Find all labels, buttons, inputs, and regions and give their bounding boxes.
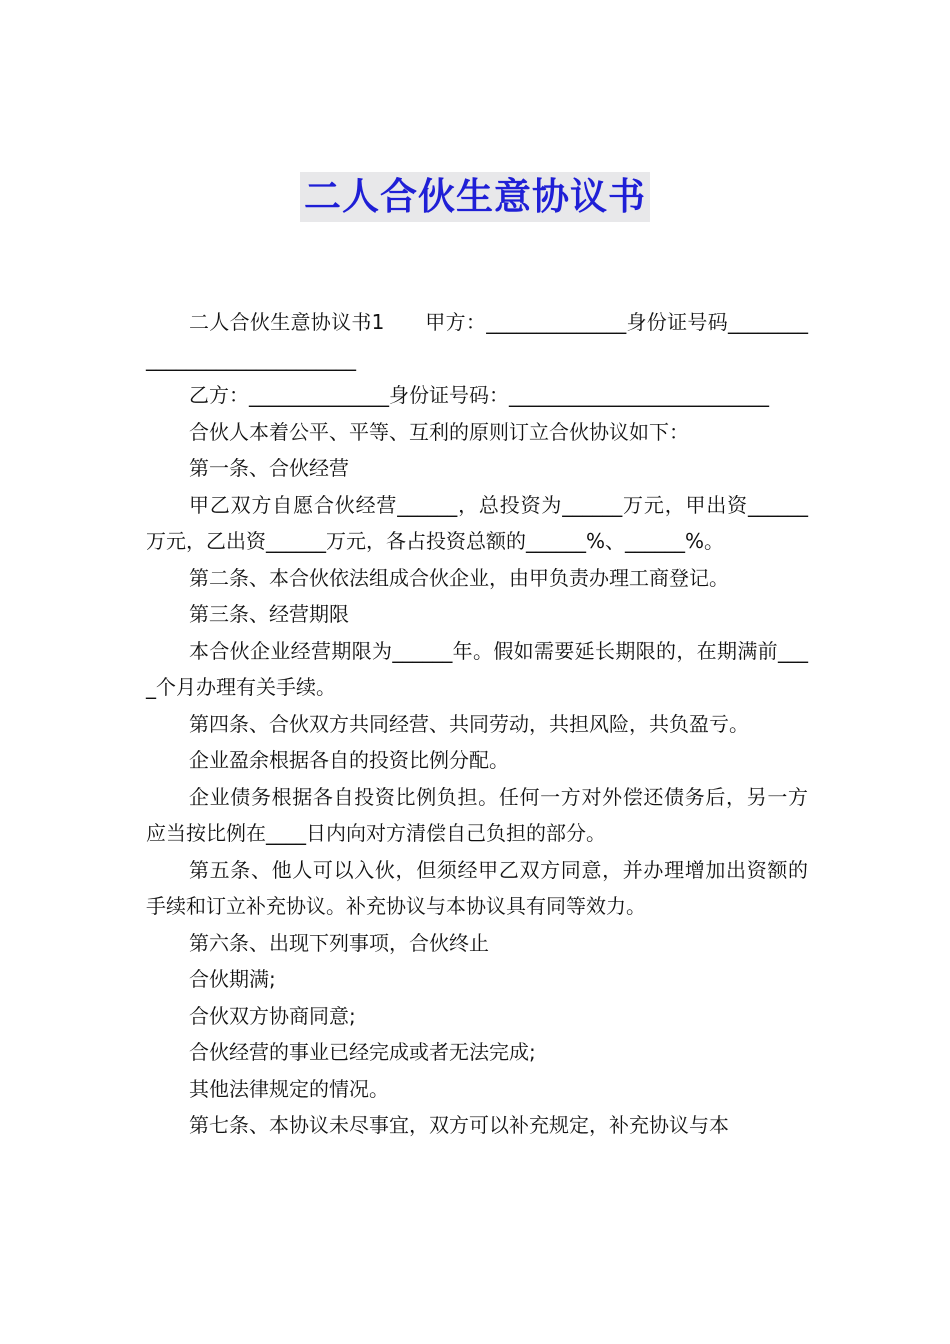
paragraph-termination-item-1: 合伙期满; [189, 967, 276, 991]
document-body [146, 304, 808, 1144]
paragraph-article-3-heading: 第三条、经营期限 [189, 602, 349, 626]
document-title: 二人合伙生意协议书 [300, 172, 650, 222]
paragraph-article-5: 第五条、他人可以入伙，但须经甲乙双方同意，并办理增加出资额的手续和订立补充协议。补充协议与本协议具有同等效力。 [146, 857, 808, 918]
paragraph-termination-item-3: 合伙经营的事业已经完成或者无法完成; [189, 1040, 536, 1064]
paragraph-article-3-body: 本合伙企业经营期限为______年。假如需要延长期限的，在期满前____个月办理有关手续。 [146, 638, 808, 699]
paragraph-debt-allocation: 企业债务根据各自投资比例负担。任何一方对外偿还债务后，另一方应当按比例在____日内向对方清偿自己负担的部分。 [146, 784, 808, 845]
paragraph-profit-distribution: 企业盈余根据各自的投资比例分配。 [189, 748, 509, 772]
paragraph-article-6-heading: 第六条、出现下列事项，合伙终止 [189, 930, 489, 955]
paragraph-intro: 合伙人本着公平、平等、互利的原则订立合伙协议如下： [189, 419, 689, 444]
paragraph-article-1-body: 甲乙双方自愿合伙经营______，总投资为______万元，甲出资______万元，乙出资______万元，各占投资总额的______%、______%。 [146, 492, 808, 553]
paragraph-header-party-a: 二人合伙生意协议书1 甲方：______________身份证号码_____________________________ [146, 310, 808, 371]
paragraph-article-7: 第七条、本协议未尽事宜，双方可以补充规定，补充协议与本 [189, 1113, 729, 1137]
paragraph-termination-item-2: 合伙双方协商同意; [189, 1003, 356, 1028]
paragraph-article-4: 第四条、合伙双方共同经营、共同劳动，共担风险，共负盈亏。 [189, 711, 749, 736]
title-block [0, 172, 950, 222]
paragraph-article-1-heading: 第一条、合伙经营 [189, 456, 349, 480]
paragraph-termination-item-4: 其他法律规定的情况。 [189, 1076, 389, 1101]
paragraph-party-b: 乙方：______________身份证号码：__________________________ [189, 383, 769, 407]
paragraph-article-2: 第二条、本合伙依法组成合伙企业，由甲负责办理工商登记。 [189, 565, 729, 590]
